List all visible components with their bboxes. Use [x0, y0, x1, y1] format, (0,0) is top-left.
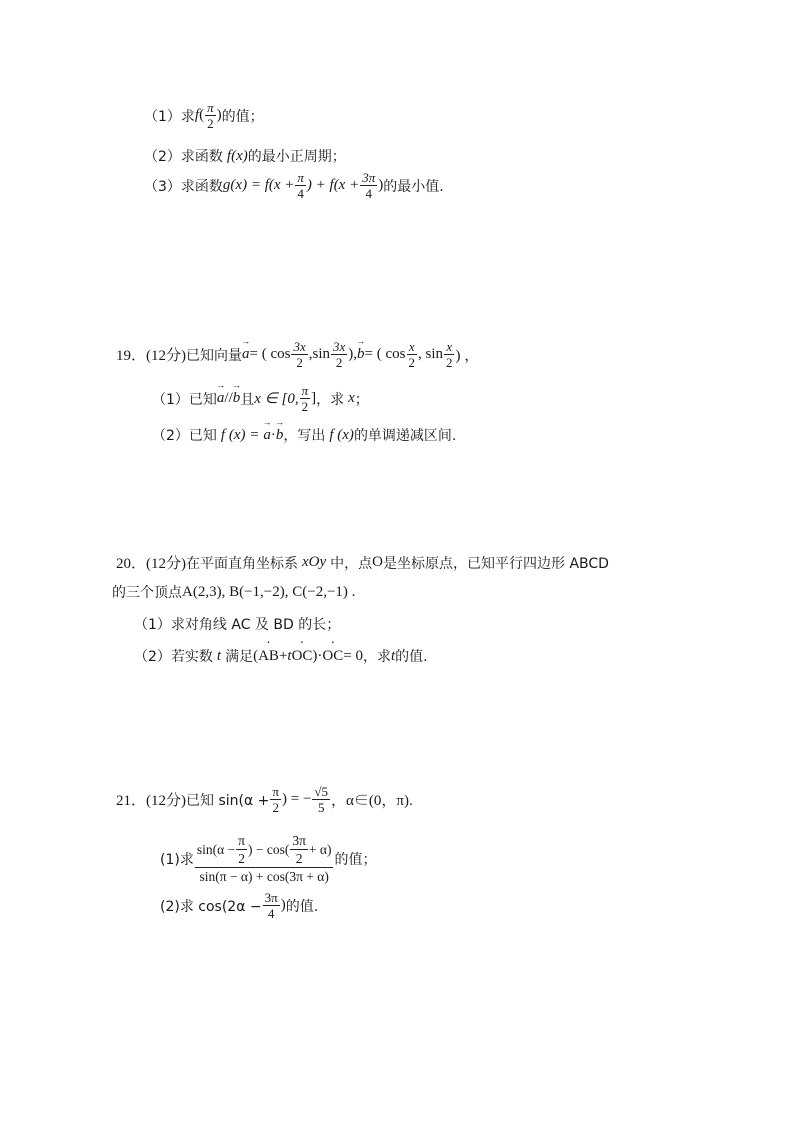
q21-heading: 21． (12分) 已知 sin(α + $\frac{\pi}{2}$ ) = − $\frac{√5}{5}$ ，α∈(0，π).	[116, 784, 413, 815]
q18-part1-label: （1）求	[144, 108, 195, 125]
q18-part3-fraction1: $\frac{\pi}{4}$	[297, 170, 304, 201]
q18-part1-fraction: $\frac{\pi}{2}$	[207, 100, 214, 131]
q18-part1-tail: 的值；	[221, 108, 264, 125]
q18-part2-label: （2）求函数	[144, 149, 223, 165]
q19-heading: 19． (12分) 已知向量 → a = ( cos $\frac{3x}{2}$ ,sin $\frac{3x}{2}$ ), → b = ( cos $\frac{x}{2}$ , sin $\frac{x}{2}$ ) ，	[116, 339, 479, 370]
q19-score: (12分)	[146, 348, 187, 364]
q18-part1-fn: f	[194, 107, 200, 123]
q19-vector-a: → a	[242, 346, 250, 363]
q18-part3: （3）求函数 g(x) = f(x + $\frac{\pi}{4}$ ) + f(x + $\frac{3\pi}{4}$ ) 的最小值.	[144, 170, 444, 201]
q20-vertices: 的三个顶点 A(2,3), B(−1,−2), C(−2,−1) .	[112, 583, 356, 601]
q19-part1: （1）已知 → a // → b 且 x ∈ [0, $\frac{\pi}{2}$ ] ，求 x ；	[152, 383, 369, 414]
q19-vector-b: → b	[357, 346, 365, 363]
q20-part2: （2）若实数 t 满足 ( · AB + t · OC ) · · OC = 0 ，求 t 的值.	[134, 646, 428, 666]
q18-part3-label: （3）求函数	[144, 178, 223, 195]
q18-part3-gx: g(x) = f(x +	[222, 177, 295, 193]
q20-heading: 20． (12分) 在平面直角坐标系 xOy 中，点 O 是坐标原点，已知平行四边形 ABCD	[116, 554, 609, 572]
q21-part1: (1)求 sin(α − $\frac{\pi}{2}$ ) − cos( $\frac{3\pi}{2}$ + α) sin(π − α) + cos(3π + α) 的值；	[160, 833, 377, 884]
q19-number: 19．	[116, 348, 147, 364]
q21-score: (12分)	[146, 793, 187, 809]
q18-part2-tail: 的最小正周期；	[247, 149, 346, 165]
q18-part3-fraction2: $\frac{3\pi}{4}$	[362, 170, 376, 201]
q21-root-fraction: $\frac{√5}{5}$	[314, 784, 329, 815]
q21-part2: (2)求 cos(2α − $\frac{3\pi}{4}$ ) 的值.	[160, 890, 319, 921]
q20-score: (12分)	[146, 556, 187, 572]
q21-part1-big-fraction: sin(α − $\frac{\pi}{2}$ ) − cos( $\frac{3\pi}{2}$ + α) sin(π − α) + cos(3π + α)	[196, 833, 332, 884]
q18-part3-tail: 的最小值.	[383, 178, 444, 195]
q20-number: 20．	[116, 556, 147, 572]
q18-part2	[144, 146, 346, 166]
q21-number: 21．	[116, 793, 147, 809]
q18-part2-fx: f(x)	[226, 147, 248, 164]
q20-part1: （1）求对角线 AC 及 BD 的长；	[134, 617, 341, 633]
q19-part2: （2）已知 f (x) = → a · → b ，写出 f (x) 的单调递减区间.	[152, 425, 456, 445]
q18-part1: （1）求 f ( $\frac{\pi}{2}$ ) 的值；	[144, 100, 264, 131]
